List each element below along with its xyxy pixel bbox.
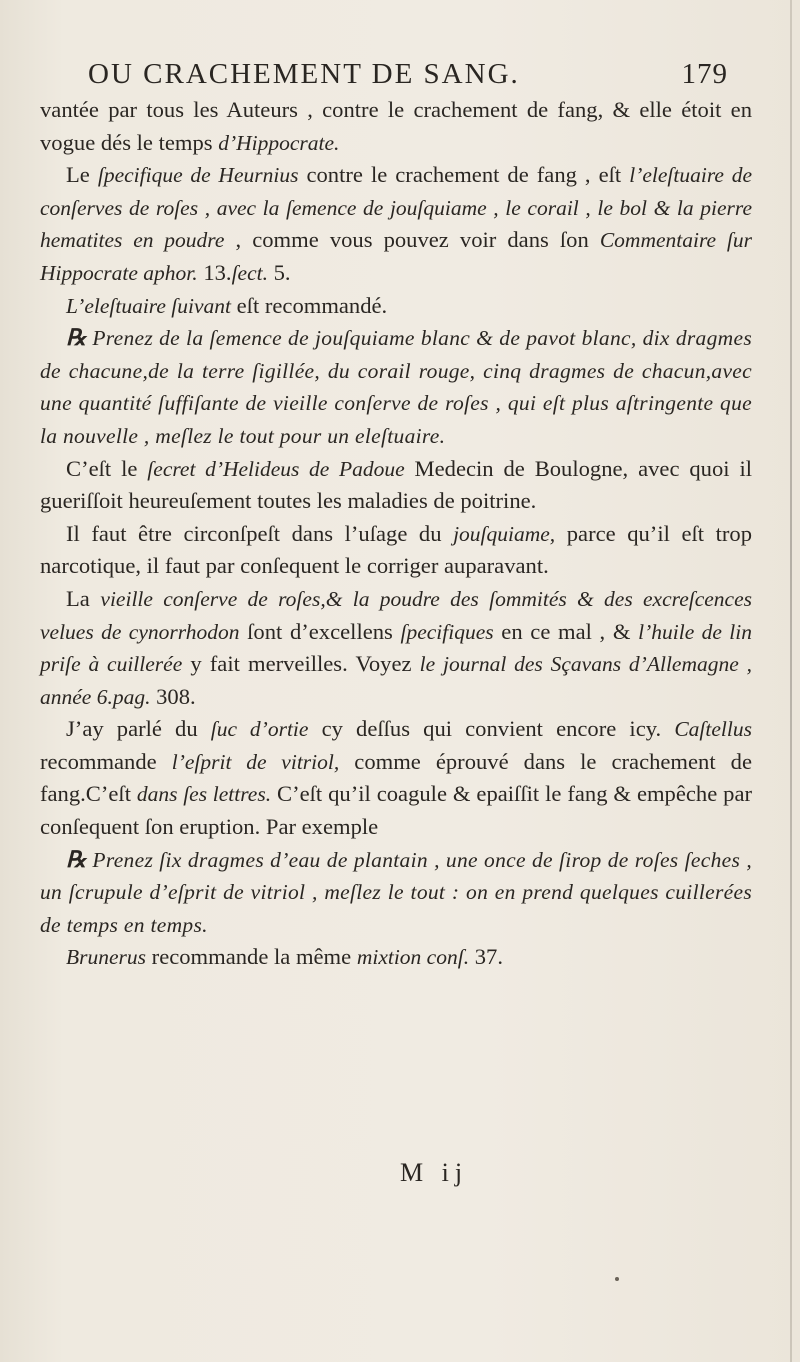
text-run: C’eſt le — [66, 455, 148, 481]
page-edge-shadow — [790, 0, 792, 1362]
text-run: La — [66, 585, 101, 611]
text-paragraph — [40, 453, 752, 518]
recipe-symbol: ℞ — [66, 325, 93, 351]
italic-text-run: jouſquiame, — [453, 521, 556, 546]
italic-text-run: l’eſprit de vitriol, — [171, 749, 340, 774]
text-run: J’ay parlé du — [66, 716, 211, 742]
recipe-symbol: ℞ — [66, 846, 93, 872]
text-paragraph — [40, 322, 752, 452]
text-run: y fait merveilles. Voyez — [182, 651, 420, 677]
text-paragraph — [40, 844, 752, 942]
italic-text-run: Commentaire ſur Hippocrate aphor. — [40, 228, 752, 285]
text-paragraph — [40, 713, 752, 843]
text-run: vantée par tous les Auteurs , contre le crachement de fang, & elle étoit en vogue dés le temps — [40, 97, 752, 155]
text-run: ſont d’excellens — [239, 618, 401, 644]
text-run: Medecin de Boulogne, avec quoi il gueriſſoit heureuſement toutes les maladies de poitrine. — [40, 455, 753, 514]
text-run: contre le crachement de fang , eſt — [298, 162, 630, 188]
text-run: eſt recommandé. — [231, 292, 388, 318]
italic-text-run: vieille conſerve de roſes,& la poudre des ſommités & des excreſcences velues de cynorrhodon — [40, 586, 752, 644]
italic-text-run: ſuc d’ortie — [210, 717, 309, 742]
page-number: 179 — [681, 58, 728, 90]
italic-text-run: d’Hippocrate. — [218, 130, 340, 155]
text-run: , comme vous pouvez voir dans ſon — [224, 227, 600, 253]
text-paragraph — [40, 941, 752, 974]
text-run: Le — [66, 162, 98, 188]
italic-text-run: Brunerus — [66, 945, 147, 970]
italic-text-run: dans ſes lettres. — [136, 782, 272, 807]
text-run: recommande la même — [146, 944, 357, 970]
italic-text-run: l’eleſtuaire de conſerves de roſes , avec la ſemence de jouſquiame , le corail , le bol & la pierre hematites en poudre — [40, 163, 752, 253]
text-run: Il faut être circonſpeſt dans l’uſage du — [66, 520, 454, 546]
signature-mark: M ij — [400, 1158, 469, 1187]
italic-text-run: l’huile de lin priſe à cuillerée — [40, 619, 753, 677]
text-paragraph — [40, 159, 752, 289]
text-run: recommande — [40, 748, 172, 774]
italic-text-run: L’eleſtuaire ſuivant — [66, 293, 231, 318]
text-run: C’eſt qu’il coagule & epaiſſit le fang & empêche par conſequent ſon eruption. Par exemple — [40, 781, 753, 840]
italic-text-run: ſecret d’Helideus de Padoue — [147, 456, 405, 481]
text-run: 37. — [469, 944, 503, 970]
text-run: parce qu’il eſt trop narcotique, il faut par conſequent le corriger auparavant. — [40, 520, 752, 579]
text-run: 5. — [267, 259, 291, 285]
text-run: en ce mal , & — [493, 618, 639, 644]
ink-speck — [615, 1277, 619, 1281]
text-run: 308. — [150, 683, 196, 709]
italic-text-run: ſpecifiques — [400, 619, 494, 644]
text-paragraph — [40, 518, 752, 583]
italic-text-run: Caſtellus — [674, 717, 752, 742]
italic-text-run: ſpecifique de Heurnius — [97, 163, 299, 188]
italic-text-run: Prenez ſix dragmes d’eau de plantain , une once de ſirop de roſes ſeches , un ſcrupule d’eſprit de vitriol , meſlez le tout : on en prend quelques cuillerées de temps en temps. — [40, 847, 753, 937]
page-body-text — [40, 94, 752, 974]
text-paragraph — [40, 583, 752, 713]
text-paragraph — [40, 290, 752, 323]
italic-text-run: mixtion conſ. — [356, 945, 470, 970]
text-run: comme éprouvé dans le crachement de fang.C’eſt — [40, 748, 752, 807]
italic-text-run: Prenez de la ſemence de jouſquiame blanc & de pavot blanc, dix dragmes de chacune,de la terre ſigillée, du corail rouge, cinq dragmes de chacun,avec une quantité ſuffiſante de vieille conſerve de roſes , qui eſt plus aſtringente que la nouvelle , meſlez le tout pour un eleſtuaire. — [40, 326, 752, 448]
text-run: cy deſſus qui convient encore icy. — [308, 716, 675, 742]
text-paragraph — [40, 94, 752, 159]
italic-text-run: ſect. — [231, 260, 268, 285]
text-run: 13. — [197, 259, 232, 285]
running-title: OU CRACHEMENT DE SANG. — [88, 58, 520, 90]
italic-text-run: le journal des Sçavans d’Allemagne , année 6.pag. — [40, 652, 752, 709]
